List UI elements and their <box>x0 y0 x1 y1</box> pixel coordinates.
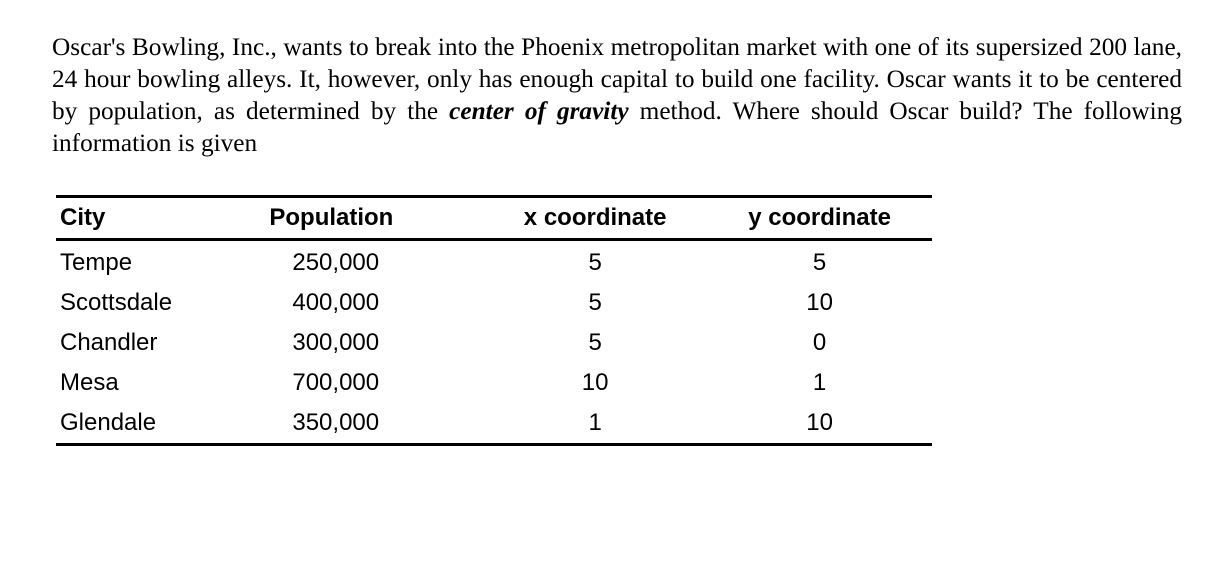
city-cell: Tempe <box>60 249 133 276</box>
city-cell: Mesa <box>60 369 119 396</box>
problem-emphasis: center of gravity <box>449 97 629 125</box>
table-header-row <box>56 197 932 240</box>
y-coordinate-cell: 10 <box>806 289 833 316</box>
x-coordinate-cell: 5 <box>588 249 602 276</box>
table-row <box>56 283 932 323</box>
x-coordinate-cell: 1 <box>588 409 602 436</box>
x-coordinate-cell: 5 <box>588 329 602 356</box>
y-coordinate-cell: 5 <box>812 249 827 276</box>
city-cell: Glendale <box>60 409 157 436</box>
population-cell: 350,000 <box>292 409 380 436</box>
population-cell: 400,000 <box>292 289 380 316</box>
problem-text-before: Oscar's Bowling, Inc., wants to break into the Phoenix metropolitan market with one of its supersized 200 lane, 24 hour bowling alleys. It, however, only has enough capital to build one facility. Oscar wants it to be centered by population, as determined by the <box>52 33 1182 125</box>
y-coordinate-cell: 10 <box>806 409 833 436</box>
header-y-coordinate: y coordinate <box>748 204 891 231</box>
y-coordinate-cell: 1 <box>812 369 827 396</box>
y-coordinate-cell: 0 <box>812 329 827 356</box>
city-data-table <box>56 195 932 446</box>
problem-statement <box>52 31 1182 159</box>
header-x-coordinate: x coordinate <box>523 204 667 231</box>
table-row <box>56 403 932 445</box>
population-cell: 700,000 <box>292 369 380 396</box>
x-coordinate-cell: 10 <box>581 369 609 396</box>
header-population: Population <box>269 204 394 231</box>
population-cell: 250,000 <box>292 249 380 276</box>
header-city: City <box>60 204 106 231</box>
table-row <box>56 240 932 284</box>
table-row <box>56 323 932 363</box>
city-cell: Chandler <box>60 329 158 356</box>
x-coordinate-cell: 5 <box>588 289 602 316</box>
problem-text-after: method. Where should Oscar build? The following information is given <box>52 97 1182 157</box>
population-cell: 300,000 <box>292 329 380 356</box>
city-cell: Scottsdale <box>60 289 173 316</box>
table-row <box>56 363 932 403</box>
